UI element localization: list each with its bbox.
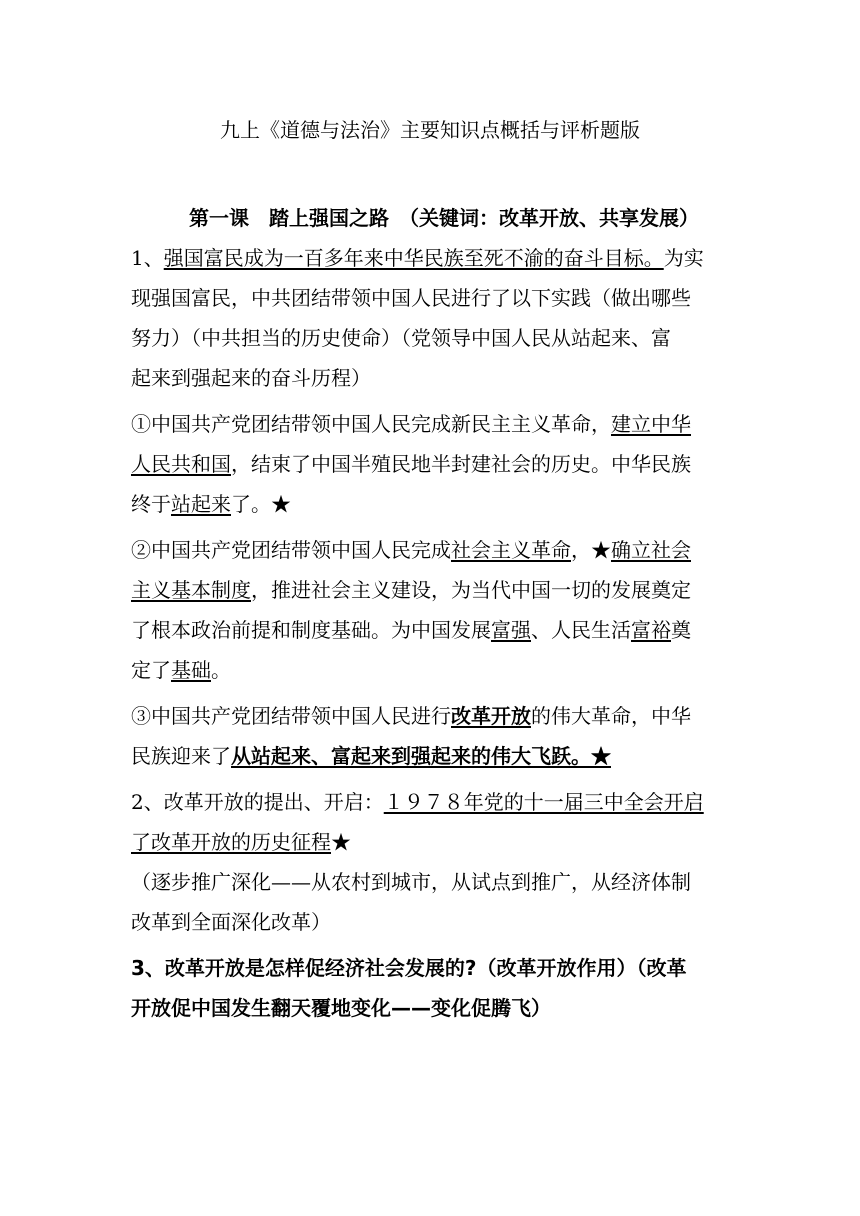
point-1 — [131, 404, 731, 524]
item-2-star: ★ — [331, 830, 351, 854]
point-1-text: ①中国共产党团结带领中国人民完成新民主主义革命， — [131, 412, 611, 436]
point-2-text: 。 — [211, 658, 231, 682]
point-3-text: ③中国共产党团结带领中国人民进行 — [131, 704, 451, 728]
point-3-bold-underlined-text: 从站起来、富起来到强起来的伟大飞跃。★ — [231, 744, 611, 768]
point-2-underlined-text: 确立社会 — [611, 538, 691, 562]
point-1-text: 了。★ — [231, 492, 291, 516]
point-1-underlined-text: 人民共和国 — [131, 452, 231, 476]
document-title: 九上《道德与法治》主要知识点概括与评析题版 — [220, 118, 640, 142]
point-2 — [131, 530, 731, 690]
point-2-underlined-text: 社会主义革命 — [451, 538, 571, 562]
item-3-line-1: 3、改革开放是怎样促经济社会发展的?（改革开放作用）（改革 — [131, 956, 687, 980]
point-3-text: 的伟大革命，中华 — [531, 704, 691, 728]
lesson-heading: 第一课 踏上强国之路 （关键词：改革开放、共享发展） — [189, 206, 699, 230]
item-1-line-2: 现强国富民，中共团结带领中国人民进行了以下实践（做出哪些 — [131, 286, 691, 310]
point-2-text: 奠 — [671, 618, 691, 642]
item-1-underlined-text: 强国富民成为一百多年来中华民族至死不渝的奋斗目标。 — [163, 246, 664, 270]
point-2-text: ②中国共产党团结带领中国人民完成 — [131, 538, 451, 562]
item-2 — [131, 782, 731, 942]
point-2-line-1 — [131, 530, 731, 570]
item-2-underlined-text: １９７８年党的十一届三中全会开启 — [383, 790, 704, 814]
point-2-line-2 — [131, 570, 731, 610]
point-2-text: 、人民生活 — [531, 618, 631, 642]
item-1-text: 为实 — [663, 246, 704, 270]
point-1-line-1 — [131, 404, 731, 444]
point-2-line-3 — [131, 610, 731, 650]
point-3 — [131, 696, 731, 776]
point-2-underlined-text: 富强 — [491, 618, 531, 642]
point-1-line-3 — [131, 484, 731, 524]
item-1-line-1 — [131, 238, 731, 278]
item-2-line-3: （逐步推广深化——从农村到城市，从试点到推广，从经济体制 — [131, 870, 691, 894]
item-2-underlined-text: 了改革开放的历史征程 — [131, 830, 331, 854]
point-1-text: ，结束了中国半殖民地半封建社会的历史。中华民族 — [231, 452, 691, 476]
point-2-underlined-text: 基础 — [171, 658, 211, 682]
point-3-bold-underlined-text: 改革开放 — [451, 704, 531, 728]
item-1-line-4: 起来到强起来的奋斗历程） — [131, 366, 371, 390]
point-2-underlined-text: 主义基本制度 — [131, 578, 251, 602]
item-1-line-3: 努力）（中共担当的历史使命）（党领导中国人民从站起来、富 — [131, 326, 671, 350]
point-3-line-1 — [131, 696, 731, 736]
item-2-line-2 — [131, 822, 731, 862]
point-2-text: 定了 — [131, 658, 171, 682]
point-1-underlined-text: 建立中华 — [611, 412, 691, 436]
point-1-text: 终于 — [131, 492, 171, 516]
point-2-underlined-text: 富裕 — [631, 618, 671, 642]
point-2-text: ，★ — [571, 538, 611, 562]
item-3-line-2: 开放促中国发生翻天覆地变化——变化促腾飞） — [131, 996, 551, 1020]
point-2-text: 了根本政治前提和制度基础。为中国发展 — [131, 618, 491, 642]
point-3-text: 民族迎来了 — [131, 744, 231, 768]
document-body — [131, 198, 731, 1028]
point-3-line-2 — [131, 736, 731, 776]
item-2-line-4: 改革到全面深化改革） — [131, 910, 331, 934]
item-1 — [131, 238, 731, 398]
point-1-underlined-text: 站起来 — [171, 492, 231, 516]
point-2-text: ，推进社会主义建设，为当代中国一切的发展奠定 — [251, 578, 691, 602]
item-1-number: 1、 — [131, 246, 164, 270]
item-2-text: 2、改革开放的提出、开启： — [131, 790, 384, 814]
point-1-line-2 — [131, 444, 731, 484]
item-3 — [131, 948, 731, 1028]
item-2-line-1 — [131, 782, 731, 822]
point-2-line-4 — [131, 650, 731, 690]
